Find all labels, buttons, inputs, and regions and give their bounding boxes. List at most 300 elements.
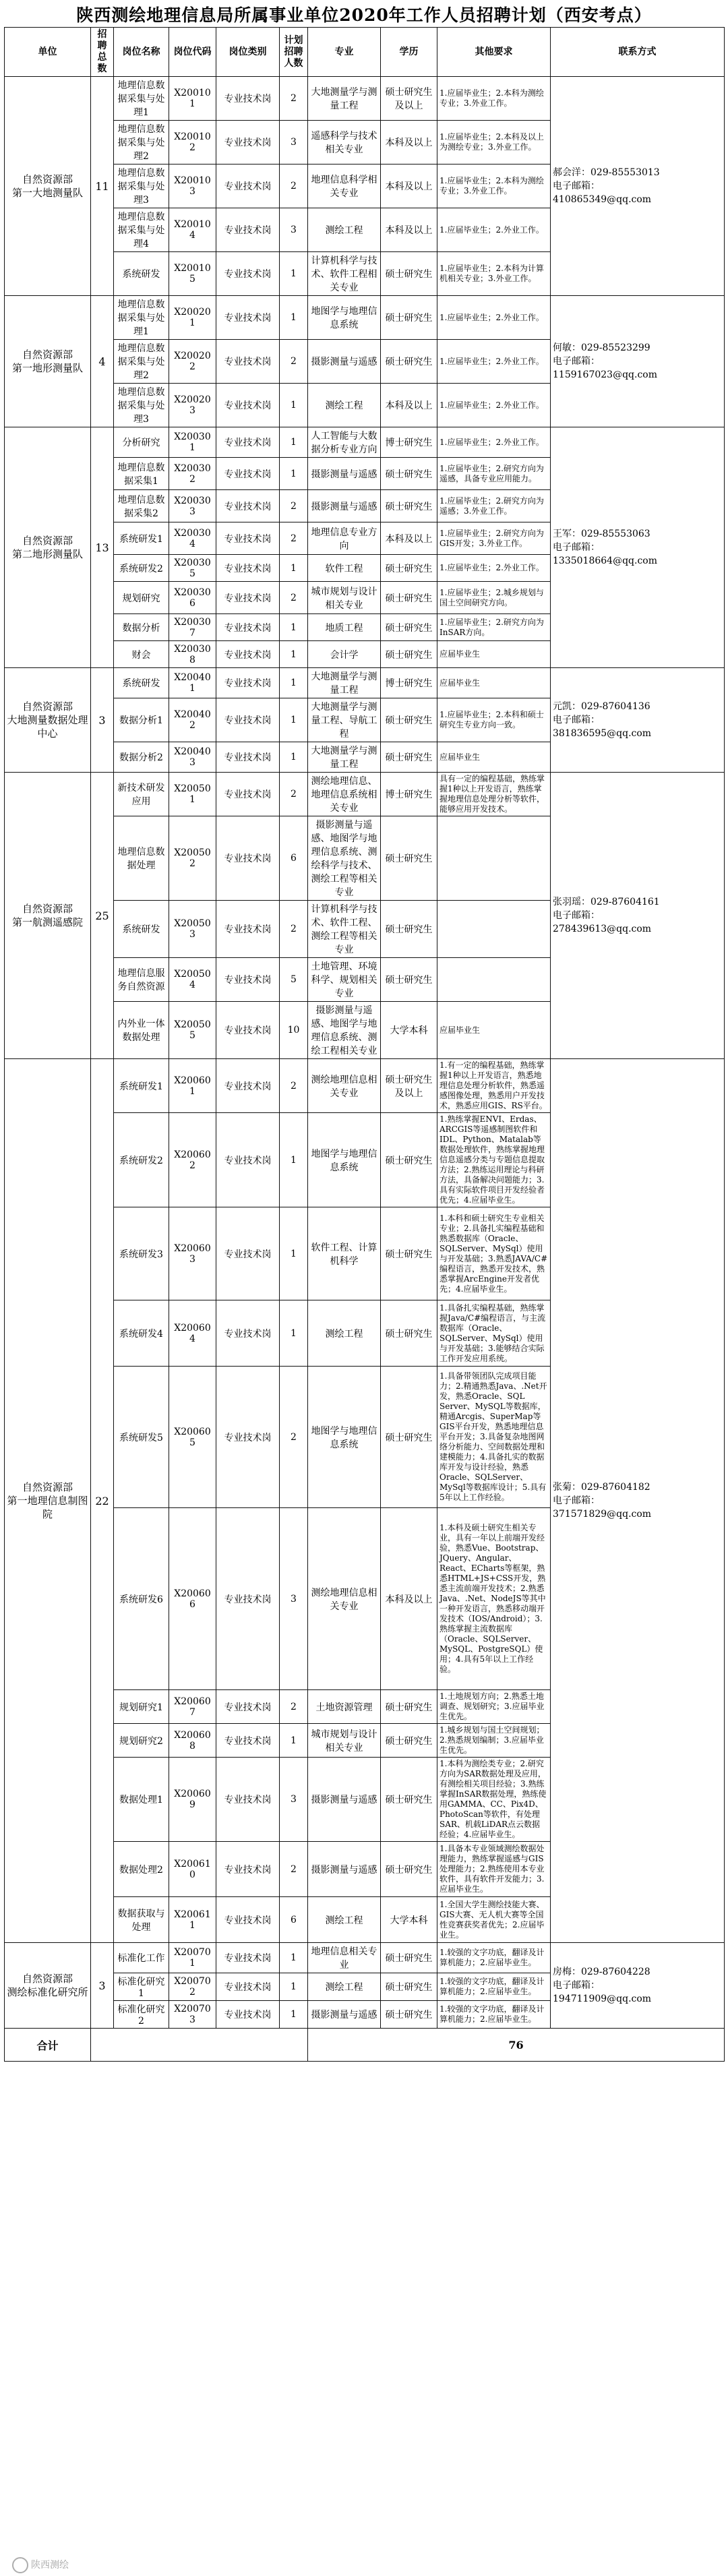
post-code: X200402: [169, 698, 216, 742]
post-requirements: 1.应届毕业生；2.研究方向为遥感，具备专业应用能力。: [437, 458, 551, 490]
post-count: 6: [280, 1897, 308, 1943]
post-count: 10: [280, 1002, 308, 1059]
post-code: X200505: [169, 1002, 216, 1059]
post-degree: 本科及以上: [381, 121, 437, 164]
weibo-icon: [12, 2557, 28, 2573]
post-type: 专业技术岗: [216, 1508, 280, 1690]
post-requirements: 应届毕业生: [437, 1002, 551, 1059]
table-row: [5, 668, 725, 698]
header-degree: 学历: [381, 28, 437, 77]
post-major: 地图学与地理信息系统: [308, 1367, 381, 1508]
total-label: 合计: [5, 2029, 91, 2062]
post-requirements: 1.本科为测绘类专业；2.研究方向为SAR数据处理及应用，有测绘相关项目经验；3.熟练掌握InSAR数据处理，熟练使用GAMMA、CC、Pix4D、PhotoScan等软件，有处理SAR、机载LiDAR点云数据经验；4.应届毕业生。: [437, 1758, 551, 1842]
post-name: 地理信息数据处理: [114, 816, 169, 901]
post-name: 地理信息服务自然资源: [114, 958, 169, 1002]
post-major: 遥感科学与技术相关专业: [308, 121, 381, 164]
post-requirements: 1.应届毕业生；2.外业工作。: [437, 384, 551, 427]
post-name: 地理信息数据采集与处理4: [114, 208, 169, 252]
post-degree: 硕士研究生: [381, 1690, 437, 1724]
watermark: [12, 2557, 69, 2573]
post-major: 土地资源管理: [308, 1690, 381, 1724]
post-name: 地理信息数据采集与处理2: [114, 121, 169, 164]
post-count: 3: [280, 121, 308, 164]
post-count: 2: [280, 490, 308, 522]
post-requirements: 具有一定的编程基础，熟练掌握1种以上开发语言，熟练掌握地理信息处理分析等软件，能够应用开发技术。: [437, 773, 551, 816]
post-type: 专业技术岗: [216, 296, 280, 340]
unit-contact: 元凯：029-87604136 电子邮箱： 381836595@qq.com: [551, 668, 725, 773]
table-row: [5, 296, 725, 340]
post-degree: 大学本科: [381, 1002, 437, 1059]
post-degree: 硕士研究生: [381, 1367, 437, 1508]
post-major: 测绘工程: [308, 208, 381, 252]
post-major: 测绘工程: [308, 1897, 381, 1943]
post-major: 测绘地理信息相关专业: [308, 1508, 381, 1690]
post-requirements: 1.本科及硕士研究生相关专业，具有一年以上前端开发经验，熟悉Vue、Bootstrap、JQuery、Angular、React、ECharts等框架，熟悉HTML+JS+CSS开发，熟悉主流前端开发技术；2.熟悉Java、.Net、NodeJS等其中一种开发语言，熟悉移动端开发技术（IOS/Android）；3.熟练掌握主流数据库（Oracle、SQLServer、MySQL、PostgreSQL）使用；4.具有5年以上工作经验。: [437, 1508, 551, 1690]
post-code: X200403: [169, 742, 216, 773]
post-major: 测绘工程: [308, 384, 381, 427]
post-code: X200702: [169, 1973, 216, 2001]
post-code: X200101: [169, 77, 216, 121]
post-major: 地图学与地理信息系统: [308, 296, 381, 340]
post-degree: 硕士研究生: [381, 296, 437, 340]
post-degree: 硕士研究生及以上: [381, 1059, 437, 1113]
post-name: 系统研发1: [114, 522, 169, 555]
post-degree: 硕士研究生: [381, 582, 437, 614]
post-name: 地理信息数据采集1: [114, 458, 169, 490]
post-count: 1: [280, 252, 308, 296]
post-type: 专业技术岗: [216, 582, 280, 614]
post-code: X200104: [169, 208, 216, 252]
table-row: [5, 427, 725, 458]
post-code: X200610: [169, 1842, 216, 1897]
post-degree: 硕士研究生: [381, 1943, 437, 1973]
post-requirements: 1.城乡规划与国土空间规划；2.熟悉规划编制；3.应届毕业生优先。: [437, 1724, 551, 1758]
post-code: X200602: [169, 1113, 216, 1207]
post-type: 专业技术岗: [216, 427, 280, 458]
post-code: X200203: [169, 384, 216, 427]
post-type: 专业技术岗: [216, 340, 280, 384]
unit-name: 自然资源部 第一航测遥感院: [5, 773, 91, 1059]
post-requirements: 1.熟练掌握ENVI、Erdas、ARCGIS等遥感制图软件和IDL、Python、Matalab等数据处理软件，熟练掌握地理信息遥感分类与专题信息提取方法；2.熟练运用理论与科研方法，具备解决问题能力；3.具有实际软件项目开发经验者优先；4.应届毕业生。: [437, 1113, 551, 1207]
post-count: 1: [280, 668, 308, 698]
post-type: 专业技术岗: [216, 490, 280, 522]
post-count: 3: [280, 208, 308, 252]
post-type: 专业技术岗: [216, 121, 280, 164]
post-name: 系统研发3: [114, 1207, 169, 1300]
post-major: 测绘地理信息相关专业: [308, 1059, 381, 1113]
post-type: 专业技术岗: [216, 958, 280, 1002]
unit-contact: 郝会洋：029-85553013 电子邮箱： 410865349@qq.com: [551, 77, 725, 296]
post-count: 1: [280, 555, 308, 582]
header-code: 岗位代码: [169, 28, 216, 77]
post-code: X200202: [169, 340, 216, 384]
post-code: X200103: [169, 164, 216, 208]
post-major: 计算机科学与技术、软件工程相关专业: [308, 252, 381, 296]
post-count: 2: [280, 522, 308, 555]
post-degree: 硕士研究生: [381, 1758, 437, 1842]
post-name: 系统研发5: [114, 1367, 169, 1508]
header-contact: 联系方式: [551, 28, 725, 77]
post-type: 专业技术岗: [216, 1059, 280, 1113]
post-code: X200105: [169, 252, 216, 296]
post-code: X200611: [169, 1897, 216, 1943]
post-type: 专业技术岗: [216, 1002, 280, 1059]
post-count: 3: [280, 1508, 308, 1690]
post-major: 大地测量学与测量工程: [308, 742, 381, 773]
post-requirements: [437, 816, 551, 901]
post-degree: 博士研究生: [381, 427, 437, 458]
post-type: 专业技术岗: [216, 742, 280, 773]
post-code: X200501: [169, 773, 216, 816]
post-name: 系统研发: [114, 901, 169, 958]
post-code: X200306: [169, 582, 216, 614]
header-total: 招聘总数: [91, 28, 114, 77]
post-type: 专业技术岗: [216, 252, 280, 296]
post-type: 专业技术岗: [216, 2001, 280, 2029]
post-degree: 硕士研究生: [381, 1113, 437, 1207]
unit-name: 自然资源部 测绘标准化研究所: [5, 1943, 91, 2029]
post-degree: 硕士研究生: [381, 2001, 437, 2029]
post-requirements: 1.土地规划方向；2.熟悉土地调查、规划研究；3.应届毕业生优先。: [437, 1690, 551, 1724]
post-count: 1: [280, 427, 308, 458]
post-major: 摄影测量与遥感: [308, 1758, 381, 1842]
post-code: X200609: [169, 1758, 216, 1842]
unit-total: 3: [91, 668, 114, 773]
unit-contact: 何敏：029-85523299 电子邮箱： 1159167023@qq.com: [551, 296, 725, 427]
post-requirements: 1.有一定的编程基础，熟练掌握1种以上开发语言，熟悉地理信息处理分析软件，熟悉遥感图像处理，熟悉用户开发技术，熟悉应用GIS、RS平台。: [437, 1059, 551, 1113]
post-requirements: 1.全国大学生测绘技能大赛、GIS大赛、无人机大赛等全国性竞赛获奖者优先；2.应届毕业生。: [437, 1897, 551, 1943]
post-name: 系统研发2: [114, 1113, 169, 1207]
post-requirements: 1.应届毕业生；2.本科为测绘专业；3.外业工作。: [437, 164, 551, 208]
post-count: 2: [280, 1367, 308, 1508]
post-degree: 硕士研究生: [381, 1207, 437, 1300]
post-major: 摄影测量与遥感: [308, 2001, 381, 2029]
post-major: 摄影测量与遥感、地图学与地理信息系统、测绘科学与技术、测绘工程等相关专业: [308, 816, 381, 901]
post-degree: 本科及以上: [381, 522, 437, 555]
post-count: 1: [280, 1943, 308, 1973]
unit-name: 自然资源部 第一地理信息制图院: [5, 1059, 91, 1943]
post-count: 2: [280, 582, 308, 614]
post-count: 1: [280, 1113, 308, 1207]
unit-total: 22: [91, 1059, 114, 1943]
post-major: 摄影测量与遥感、地图学与地理信息系统、测绘工程相关专业: [308, 1002, 381, 1059]
post-requirements: 1.较强的文字功底，翻译及计算机能力；2.应届毕业生。: [437, 1973, 551, 2001]
unit-contact: 张羽瑶：029-87604161 电子邮箱： 278439613@qq.com: [551, 773, 725, 1059]
post-requirements: 应届毕业生: [437, 742, 551, 773]
post-type: 专业技术岗: [216, 698, 280, 742]
post-major: 地图学与地理信息系统: [308, 1113, 381, 1207]
post-requirements: 1.应届毕业生；2.本科及以上为测绘专业；3.外业工作。: [437, 121, 551, 164]
header-type: 岗位类别: [216, 28, 280, 77]
post-count: 2: [280, 164, 308, 208]
unit-name: 自然资源部 大地测量数据处理中心: [5, 668, 91, 773]
post-type: 专业技术岗: [216, 1367, 280, 1508]
post-degree: 博士研究生: [381, 773, 437, 816]
post-requirements: 1.本科和硕士研究生专业相关专业；2.具备扎实编程基础和熟悉数据库（Oracle、SQLServer、MySql）使用与开发基础；3.熟悉JAVA/C#编程语言，熟悉开发技术，熟悉掌握ArcEngine开发者优先；4.应届毕业生。: [437, 1207, 551, 1300]
post-type: 专业技术岗: [216, 522, 280, 555]
post-count: 1: [280, 1724, 308, 1758]
post-code: X200504: [169, 958, 216, 1002]
post-code: X200606: [169, 1508, 216, 1690]
post-requirements: 1.应届毕业生；2.本科为计算机相关专业；3.外业工作。: [437, 252, 551, 296]
post-name: 地理信息数据采集与处理3: [114, 384, 169, 427]
table-row: [5, 77, 725, 121]
post-type: 专业技术岗: [216, 1724, 280, 1758]
post-count: 2: [280, 773, 308, 816]
post-count: 5: [280, 958, 308, 1002]
post-code: X200303: [169, 490, 216, 522]
post-name: 新技术研发应用: [114, 773, 169, 816]
header-count: 计划招聘人数: [280, 28, 308, 77]
post-requirements: 1.应届毕业生；2.本科和硕士研究生专业方向一致。: [437, 698, 551, 742]
post-type: 专业技术岗: [216, 614, 280, 641]
post-type: 专业技术岗: [216, 773, 280, 816]
unit-name: 自然资源部 第一大地测量队: [5, 77, 91, 296]
post-code: X200607: [169, 1690, 216, 1724]
post-count: 2: [280, 1842, 308, 1897]
post-type: 专业技术岗: [216, 208, 280, 252]
post-type: 专业技术岗: [216, 555, 280, 582]
post-major: 地理信息相关专业: [308, 1943, 381, 1973]
unit-total: 3: [91, 1943, 114, 2029]
post-degree: 大学本科: [381, 1897, 437, 1943]
post-requirements: [437, 958, 551, 1002]
header-requirements: 其他要求: [437, 28, 551, 77]
post-code: X200601: [169, 1059, 216, 1113]
post-code: X200503: [169, 901, 216, 958]
unit-total: 4: [91, 296, 114, 427]
post-requirements: 1.应届毕业生；2.本科为测绘专业；3.外业工作。: [437, 77, 551, 121]
post-requirements: [437, 901, 551, 958]
table-body: [5, 77, 725, 2029]
post-type: 专业技术岗: [216, 384, 280, 427]
post-count: 6: [280, 816, 308, 901]
table-row: [5, 773, 725, 816]
post-count: 1: [280, 296, 308, 340]
post-type: 专业技术岗: [216, 458, 280, 490]
unit-total: 25: [91, 773, 114, 1059]
post-name: 地理信息数据采集与处理3: [114, 164, 169, 208]
post-count: 1: [280, 1973, 308, 2001]
post-degree: 硕士研究生: [381, 958, 437, 1002]
total-spacer: [91, 2029, 308, 2062]
post-type: 专业技术岗: [216, 901, 280, 958]
post-code: X200301: [169, 427, 216, 458]
post-major: 人工智能与大数据分析专业方向: [308, 427, 381, 458]
post-count: 1: [280, 458, 308, 490]
post-requirements: 1.应届毕业生；2.研究方向为遥感；3.外业工作。: [437, 490, 551, 522]
post-requirements: 1.应届毕业生；2.外业工作。: [437, 340, 551, 384]
post-name: 财会: [114, 641, 169, 668]
unit-contact: 房梅：029-87604228 电子邮箱： 194711909@qq.com: [551, 1943, 725, 2029]
post-name: 系统研发1: [114, 1059, 169, 1113]
post-name: 规划研究2: [114, 1724, 169, 1758]
post-degree: 硕士研究生及以上: [381, 77, 437, 121]
post-count: 2: [280, 901, 308, 958]
post-name: 数据分析1: [114, 698, 169, 742]
post-count: 2: [280, 77, 308, 121]
post-count: 1: [280, 1207, 308, 1300]
post-degree: 硕士研究生: [381, 458, 437, 490]
post-major: 大地测量学与测量工程: [308, 77, 381, 121]
post-major: 摄影测量与遥感: [308, 458, 381, 490]
page-title: 陕西测绘地理信息局所属事业单位2020年工作人员招聘计划（西安考点）: [76, 5, 652, 25]
post-degree: 硕士研究生: [381, 698, 437, 742]
post-requirements: 1.应届毕业生；2.外业工作。: [437, 427, 551, 458]
post-degree: 本科及以上: [381, 164, 437, 208]
post-requirements: 1.应届毕业生；2.研究方向为GIS开发；3.外业工作。: [437, 522, 551, 555]
post-type: 专业技术岗: [216, 77, 280, 121]
post-major: 地质工程: [308, 614, 381, 641]
post-requirements: 1.较强的文字功底，翻译及计算机能力；2.应届毕业生。: [437, 2001, 551, 2029]
post-requirements: 应届毕业生: [437, 668, 551, 698]
post-requirements: 1.较强的文字功底，翻译及计算机能力；2.应届毕业生。: [437, 1943, 551, 1973]
post-name: 系统研发4: [114, 1300, 169, 1367]
post-degree: 博士研究生: [381, 668, 437, 698]
post-requirements: 1.应届毕业生；2.城乡规划与国土空间研究方向。: [437, 582, 551, 614]
header-row: [5, 28, 725, 77]
header-post: 岗位名称: [114, 28, 169, 77]
post-name: 系统研发6: [114, 1508, 169, 1690]
post-name: 地理信息数据采集与处理1: [114, 296, 169, 340]
unit-name: 自然资源部 第二地形测量队: [5, 427, 91, 668]
post-degree: 本科及以上: [381, 384, 437, 427]
post-count: 2: [280, 340, 308, 384]
post-degree: 硕士研究生: [381, 901, 437, 958]
post-count: 1: [280, 1300, 308, 1367]
post-type: 专业技术岗: [216, 1758, 280, 1842]
post-requirements: 1.应届毕业生；2.外业工作。: [437, 555, 551, 582]
post-major: 城市规划与设计相关专业: [308, 1724, 381, 1758]
post-count: 2: [280, 1059, 308, 1113]
post-name: 系统研发: [114, 668, 169, 698]
post-major: 计算机科学与技术、软件工程、测绘工程等相关专业: [308, 901, 381, 958]
post-requirements: 1.具备扎实编程基础，熟练掌握Java/C#编程语言，与主流数据库（Oracle、SQLServer、MySql）使用与开发基础；3.能够结合实际工作开发应用系统。: [437, 1300, 551, 1367]
post-type: 专业技术岗: [216, 1897, 280, 1943]
post-name: 分析研究: [114, 427, 169, 458]
post-requirements: 1.具备本专业领域测绘数据处理能力，熟练掌握遥感与GIS处理能力；2.熟练使用本专业软件，具有软件开发能力；3.应届毕业生。: [437, 1842, 551, 1897]
post-degree: 硕士研究生: [381, 742, 437, 773]
post-major: 摄影测量与遥感: [308, 1842, 381, 1897]
unit-contact: 张菊：029-87604182 电子邮箱： 371571829@qq.com: [551, 1059, 725, 1943]
post-degree: 硕士研究生: [381, 252, 437, 296]
post-major: 大地测量学与测量工程: [308, 668, 381, 698]
post-degree: 硕士研究生: [381, 816, 437, 901]
post-requirements: 1.具备带领团队完成项目能力；2.精通熟悉Java、.Net开发，熟悉Oracle、SQL Server、MySQL等数据库，精通Arcgis、SuperMap等GIS平台开发，熟悉地理信息平台开发；3.具备复杂地图网络分析能力、空间数据处理和建模能力；4.具备扎实的数据库开发与设计经验，熟悉Oracle、SQLServer、MySql等数据库设计；5.具有5年以上工作经验。: [437, 1367, 551, 1508]
post-major: 地理信息专业方向: [308, 522, 381, 555]
post-degree: 硕士研究生: [381, 641, 437, 668]
post-code: X200308: [169, 641, 216, 668]
post-count: 3: [280, 1758, 308, 1842]
recruitment-table: [4, 27, 725, 2062]
post-name: 数据处理2: [114, 1842, 169, 1897]
post-type: 专业技术岗: [216, 1300, 280, 1367]
post-name: 标准化研究2: [114, 2001, 169, 2029]
post-degree: 硕士研究生: [381, 555, 437, 582]
post-major: 城市规划与设计相关专业: [308, 582, 381, 614]
post-code: X200605: [169, 1367, 216, 1508]
post-degree: 硕士研究生: [381, 614, 437, 641]
post-code: X200603: [169, 1207, 216, 1300]
post-code: X200604: [169, 1300, 216, 1367]
post-name: 标准化工作: [114, 1943, 169, 1973]
post-name: 系统研发: [114, 252, 169, 296]
post-count: 1: [280, 2001, 308, 2029]
post-name: 规划研究1: [114, 1690, 169, 1724]
post-major: 大地测量学与测量工程、导航工程: [308, 698, 381, 742]
post-name: 系统研发2: [114, 555, 169, 582]
post-code: X200304: [169, 522, 216, 555]
post-type: 专业技术岗: [216, 668, 280, 698]
table-row: [5, 1059, 725, 1113]
post-name: 地理信息数据采集2: [114, 490, 169, 522]
post-type: 专业技术岗: [216, 164, 280, 208]
post-degree: 硕士研究生: [381, 1300, 437, 1367]
post-major: 摄影测量与遥感: [308, 490, 381, 522]
post-major: 土地管理、环境科学、规划相关专业: [308, 958, 381, 1002]
post-name: 数据处理1: [114, 1758, 169, 1842]
post-code: X200401: [169, 668, 216, 698]
unit-contact: 王军：029-85553063 电子邮箱： 1335018664@qq.com: [551, 427, 725, 668]
header-major: 专业: [308, 28, 381, 77]
post-code: X200703: [169, 2001, 216, 2029]
post-count: 1: [280, 614, 308, 641]
post-requirements: 1.应届毕业生；2.研究方向为InSAR方向。: [437, 614, 551, 641]
post-degree: 硕士研究生: [381, 1842, 437, 1897]
post-name: 规划研究: [114, 582, 169, 614]
post-degree: 本科及以上: [381, 208, 437, 252]
watermark-text: 陕西测绘: [31, 2560, 69, 2571]
post-count: 1: [280, 742, 308, 773]
post-major: 测绘地理信息、地理信息系统相关专业: [308, 773, 381, 816]
post-code: X200701: [169, 1943, 216, 1973]
post-code: X200608: [169, 1724, 216, 1758]
post-major: 摄影测量与遥感: [308, 340, 381, 384]
total-row: [5, 2029, 725, 2062]
post-requirements: 1.应届毕业生；2.外业工作。: [437, 296, 551, 340]
post-count: 1: [280, 384, 308, 427]
post-name: 地理信息数据采集与处理1: [114, 77, 169, 121]
table-row: [5, 1943, 725, 1973]
post-type: 专业技术岗: [216, 1943, 280, 1973]
post-degree: 本科及以上: [381, 1508, 437, 1690]
post-code: X200305: [169, 555, 216, 582]
post-name: 数据获取与处理: [114, 1897, 169, 1943]
post-degree: 硕士研究生: [381, 1973, 437, 2001]
post-count: 2: [280, 1690, 308, 1724]
post-type: 专业技术岗: [216, 1842, 280, 1897]
post-count: 1: [280, 641, 308, 668]
post-type: 专业技术岗: [216, 641, 280, 668]
post-code: X200502: [169, 816, 216, 901]
post-major: 测绘工程: [308, 1300, 381, 1367]
post-degree: 硕士研究生: [381, 1724, 437, 1758]
post-requirements: 1.应届毕业生；2.外业工作。: [437, 208, 551, 252]
post-degree: 硕士研究生: [381, 340, 437, 384]
post-major: 地理信息科学相关专业: [308, 164, 381, 208]
post-major: 会计学: [308, 641, 381, 668]
post-name: 标准化研究1: [114, 1973, 169, 2001]
post-name: 内外业一体数据处理: [114, 1002, 169, 1059]
total-value: 76: [308, 2029, 725, 2062]
post-requirements: 应届毕业生: [437, 641, 551, 668]
post-type: 专业技术岗: [216, 1973, 280, 2001]
post-type: 专业技术岗: [216, 1113, 280, 1207]
post-code: X200307: [169, 614, 216, 641]
unit-name: 自然资源部 第一地形测量队: [5, 296, 91, 427]
post-name: 数据分析: [114, 614, 169, 641]
post-major: 软件工程、计算机科学: [308, 1207, 381, 1300]
